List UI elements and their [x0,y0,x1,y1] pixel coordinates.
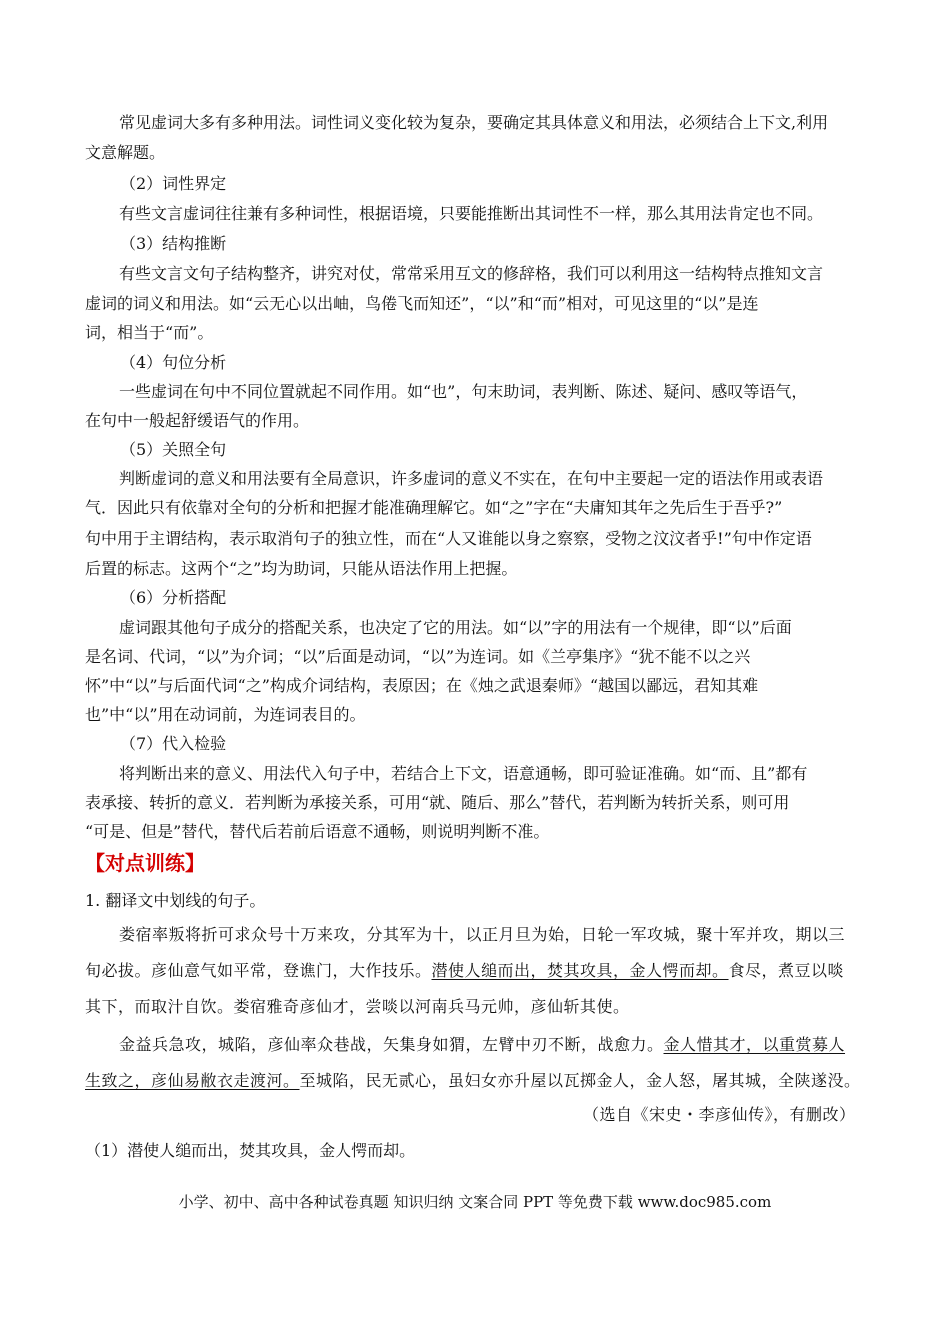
section-heading: （7）代入检验 [120,734,227,753]
passage-line [85,960,844,982]
paragraph-line: 后置的标志。这两个“之”均为助词，只能从语法作用上把握。 [85,559,518,578]
paragraph-line: 也”中“以”用在动词前，为连词表目的。 [85,705,366,724]
paragraph-line: 虚词的词义和用法。如“云无心以出岫，鸟倦飞而知还”，“以”和“而”相对，可见这里的“以”是连 [85,294,759,313]
paragraph-line: 判断虚词的意义和用法要有全局意识，许多虚词的意义不实在，在句中主要起一定的语法作用或表语 [119,469,824,488]
section-heading: （4）句位分析 [120,353,227,372]
source-citation: （选自《宋史・李彦仙传》，有删改） [583,1105,856,1124]
sub-question: （1）潜使人缒而出，焚其攻具，金人愕而却。 [85,1141,416,1160]
section-heading: （3）结构推断 [120,234,227,253]
passage-text: 旬必拔。彦仙意气如平常，登谯门，大作技乐。 [85,961,432,980]
passage-line: 娄宿率叛将折可求众号十万来攻，分其军为十，以正月旦为始，日轮一军攻城，聚十军并攻，期以三 [119,925,846,944]
passage-text: 食尽，煮豆以啖 [728,961,845,980]
training-heading: 【对点训练】 [85,851,205,875]
paragraph-line: 一些虚词在句中不同位置就起不同作用。如“也”，句末助词，表判断、陈述、疑问、感叹等语气， [119,382,808,401]
passage-line: 其下，而取汁自饮。娄宿雅奇彦仙才，尝啖以河南兵马元帅，彦仙斩其使。 [85,997,630,1016]
passage-text: 金益兵急攻，城陷，彦仙率众巷战，矢集身如猬，左臂中刃不断，战愈力。 [119,1035,664,1054]
page-footer: 小学、初中、高中各种试卷真题 知识归纳 文案合同 PPT 等免费下载 www.doc985.com [178,1193,772,1211]
paragraph-line: 有些文言虚词往往兼有多种词性，根据语境，只要能推断出其词性不一样，那么其用法肯定也不同。 [119,204,824,223]
paragraph-line: 虚词跟其他句子成分的搭配关系，也决定了它的用法。如“以”字的用法有一个规律，即“以”后面 [119,618,792,637]
paragraph-line: 是名词、代词，“以”为介词；“以”后面是动词，“以”为连词。如《兰亭集序》“犹不能不以之兴 [85,647,751,666]
paragraph-line: 气．因此只有依靠对全句的分析和把握才能准确理解它。如“之”字在“夫庸知其年之先后生于吾乎?” [85,498,783,517]
question-line: 1. 翻译文中划线的句子。 [85,891,266,910]
passage-line [85,1070,861,1092]
paragraph-line: 有些文言文句子结构整齐，讲究对仗，常常采用互文的修辞格，我们可以利用这一结构特点推知文言 [119,264,824,283]
paragraph-line: 词，相当于“而”。 [85,323,214,342]
paragraph-line: 文意解题。 [85,143,166,162]
paragraph-line: 将判断出来的意义、用法代入句子中，若结合上下文，语意通畅，即可验证准确。如“而、且”都有 [119,764,808,783]
passage-line [119,1034,845,1056]
paragraph-line: 常见虚词大多有多种用法。词性词义变化较为复杂，要确定其具体意义和用法，必须结合上下文,利用 [119,113,829,132]
paragraph-line: 怀”中“以”与后面代词“之”构成介词结构，表原因；在《烛之武退秦师》“越国以鄙远，君知其难 [85,676,759,695]
underlined-sentence: 生致之，彦仙易敝衣走渡河。 [85,1071,300,1090]
paragraph-line: 句中用于主谓结构，表示取消句子的独立性，而在“人又谁能以身之察察，受物之汶汶者乎!”句中作定语 [85,529,812,548]
paragraph-line: 表承接、转折的意义．若判断为承接关系，可用“就、随后、那么”替代，若判断为转折关系，则可用 [85,793,790,812]
paragraph-line: “可是、但是”替代，替代后若前后语意不通畅，则说明判断不准。 [85,822,550,841]
section-heading: （5）关照全句 [120,440,227,459]
passage-text: 至城陷，民无贰心，虽妇女亦升屋以瓦掷金人，金人怒，屠其城，全陕遂没。 [299,1071,861,1090]
section-heading: （2）词性界定 [120,174,227,193]
underlined-sentence: 金人惜其才，以重赏募人 [663,1035,846,1054]
section-heading: （6）分析搭配 [120,588,227,607]
underlined-sentence: 潜使人缒而出，焚其攻具，金人愕而却。 [431,961,729,980]
paragraph-line: 在句中一般起舒缓语气的作用。 [85,411,310,430]
